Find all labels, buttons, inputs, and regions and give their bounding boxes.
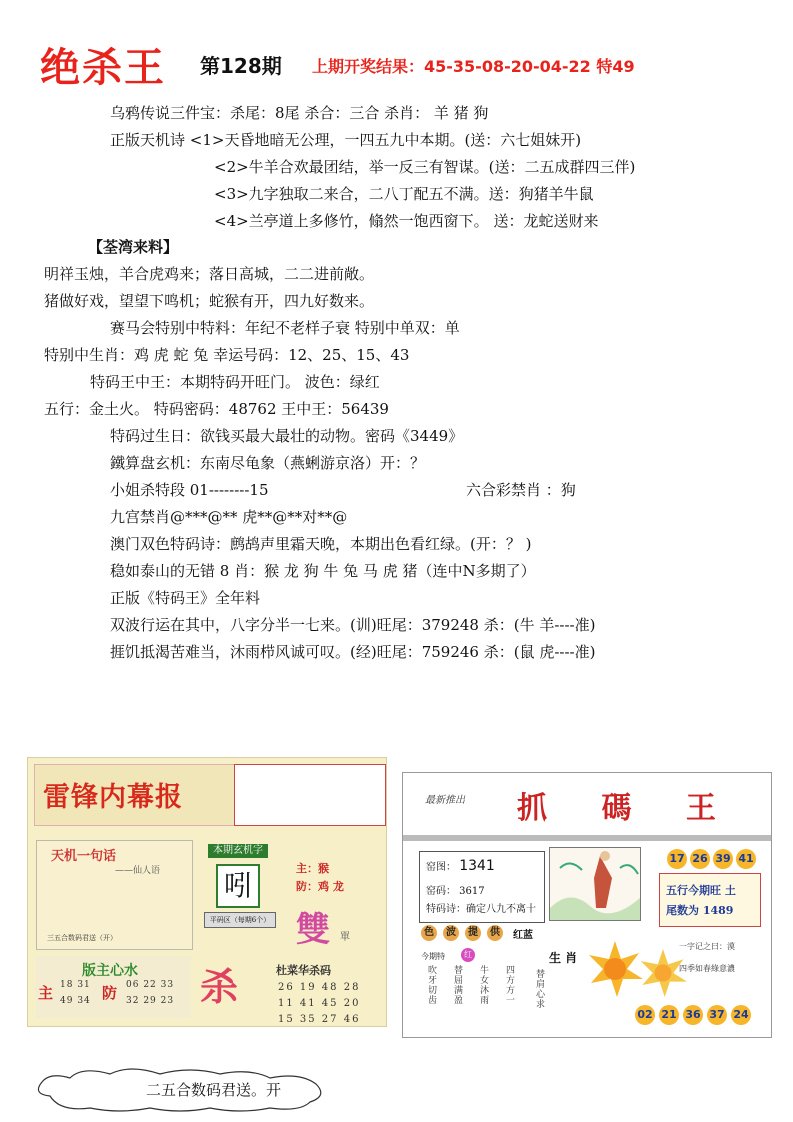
shuang-char: 雙	[296, 910, 330, 950]
vertical-text: 吹牙切齿	[426, 965, 436, 1005]
number-ball: 26	[690, 849, 710, 869]
fang-nums: 06 22 33	[126, 980, 175, 990]
wuxing-line: 尾数为 1489	[666, 904, 734, 917]
info-value: 1341	[459, 858, 495, 874]
wuxing-line: 五行今期旺 土	[666, 884, 736, 897]
section-heading: 【荃湾来料】	[88, 238, 179, 256]
zhu-nums: 18 31	[60, 980, 91, 990]
number-ball: 02	[635, 1005, 655, 1025]
this-issue-label: 今期特	[421, 952, 445, 961]
sha-char: 杀	[200, 964, 239, 1009]
text-line: 猪做好戏，望望下鸣机；蛇猴有开，四九好数来。	[44, 292, 375, 310]
text-line: 正版天机诗 <1>天昏地暗无公理，一四五九中本期。(送：六七姐妹开)	[110, 131, 582, 149]
number-ball: 39	[713, 849, 733, 869]
color-bar	[421, 925, 561, 941]
banner-box	[234, 764, 386, 826]
info-label: 窑图：	[426, 862, 456, 873]
wuxing-box	[659, 873, 761, 927]
number-ball: 24	[731, 1005, 751, 1025]
banner	[34, 764, 236, 826]
sha-nums: 26 19 48 28	[278, 982, 361, 993]
panel-header	[403, 773, 771, 833]
vertical-text: 四方方一	[504, 965, 514, 1005]
text-line: 鐵算盘玄机：东南尽龟象（燕蜊游京洛）开：？	[110, 454, 426, 472]
text-line: 捱饥抵渴苦难当，沐雨栉风诚可叹。(经)旺尾：759246 杀：(鼠 虎----准)	[110, 643, 596, 661]
banner-title: 雷锋内幕报	[43, 782, 183, 813]
text-line: 六合彩禁肖 ：狗	[466, 481, 576, 499]
tianji-title: 天机一句话	[51, 849, 117, 864]
benqi-box	[202, 840, 276, 950]
red-badge: 红	[461, 948, 475, 962]
page-title: 绝杀王	[40, 45, 166, 91]
dan-char: 單	[340, 932, 350, 943]
text-line: 明祥玉烛，羊合虎鸡来；落日高城，二二进前敞。	[44, 265, 375, 283]
issue-number: 第128期	[200, 54, 282, 78]
number-ball: 36	[683, 1005, 703, 1025]
text-line: <4>兰亭道上多修竹，翛然一饱西窗下。 送：龙蛇送财来	[214, 212, 599, 230]
text-line: 特别中生肖：鸡 虎 蛇 兔 幸运号码：12、25、15、43	[44, 346, 410, 364]
fang-nums: 32 29 23	[126, 996, 175, 1006]
sha-nums: 11 41 45 20	[278, 998, 361, 1009]
text-line: 五行：金土火。 特码密码：48762 王中王：56439	[44, 400, 389, 418]
fang-label: 防	[102, 984, 118, 1002]
text-line: 乌鸦传说三件宝：杀尾：8尾 杀合：三合 杀肖： 羊 猪 狗	[110, 104, 489, 122]
sun-icon	[587, 941, 643, 997]
banzhu-title: 版主心水	[82, 963, 138, 979]
text-line: 小姐杀特段 01--------15	[110, 481, 269, 499]
benqi-char: 吲	[216, 864, 260, 908]
color-bar-char: 色	[421, 925, 437, 941]
one-word-hint: 一字记之曰：漠	[679, 942, 735, 951]
vertical-text: 替屈满盈	[452, 965, 462, 1005]
text-line: 正版《特码王》全年料	[110, 589, 261, 607]
shengxiao-label: 生 肖	[549, 951, 578, 965]
vertical-text: 替肩心求	[534, 969, 544, 1009]
fang-text: 防：鸡 龙	[296, 880, 344, 893]
sha-nums: 15 35 27 46	[278, 1014, 361, 1025]
sha-title: 杜菜华杀码	[276, 964, 331, 977]
season-hint: 四季如春綠意濃	[679, 964, 735, 973]
number-ball: 41	[736, 849, 756, 869]
zhuamawang-panel	[402, 772, 772, 1038]
color-bar-value: 红蓝	[513, 930, 533, 941]
tianji-subtitle: ——仙人语	[115, 866, 161, 876]
number-ball: 37	[707, 1005, 727, 1025]
leifeng-panel	[27, 757, 387, 1027]
banzhu-box	[36, 956, 191, 1018]
newest-label: 最新推出	[425, 795, 465, 806]
panel-title: 抓 碼 王	[517, 791, 738, 826]
info-box	[419, 851, 545, 923]
text-line: 稳如泰山的无错 8 肖：猴 龙 狗 牛 兔 马 虎 猪（连中N多期了）	[110, 562, 536, 580]
text-line: 特码王中王：本期特码开旺门。 波色：绿红	[90, 373, 380, 391]
vertical-text: 牛女沐雨	[478, 965, 488, 1005]
zhu-label: 主	[38, 984, 54, 1002]
text-line: 赛马会特别中特料：年纪不老样子衰 特别中单双：单	[110, 319, 460, 337]
mima-row: 窑码： 3617	[426, 886, 485, 897]
text-line: 九宫禁肖@***@** 虎**@**对**@	[110, 508, 348, 526]
tianji-box	[36, 840, 193, 950]
tianji-note: 三五合数码君送（开）	[47, 934, 117, 942]
text-line: 双波行运在其中，八字分半一七来。(训)旺尾：379248 杀：(牛 羊----准)	[110, 616, 596, 634]
benqi-title: 本期玄机字	[208, 844, 268, 858]
color-bar-char: 供	[487, 925, 503, 941]
text-line: 澳门双色特码诗：鹧鸪声里霜天晚，本期出色看红绿。(开：？ )	[110, 535, 532, 553]
text-line: <3>九字独取二来合，二八丁配五不满。送：狗猪羊牛鼠	[214, 185, 594, 203]
zhu-text: 主：猴	[296, 862, 329, 875]
zhu-nums: 49 34	[60, 996, 91, 1006]
scene-icon	[550, 848, 640, 920]
number-ball: 17	[667, 849, 687, 869]
poem-row: 特码诗：确定八九不离十	[426, 904, 536, 915]
color-bar-char: 提	[465, 925, 481, 941]
scene-illustration	[549, 847, 641, 921]
divider	[403, 835, 771, 841]
text-line: 特码过生日：欲钱买最大最壮的动物。密码《3449》	[110, 427, 464, 445]
color-bar-char: 波	[443, 925, 459, 941]
pingma-label: 平码区（每期6个）	[204, 912, 276, 928]
cloud-text: 二五合数码君送。开	[146, 1081, 282, 1099]
number-ball: 21	[659, 1005, 679, 1025]
text-line: <2>牛羊合欢最团结，举一反三有智谋。(送：二五成群四三伴)	[214, 158, 636, 176]
last-result: 上期开奖结果：45-35-08-20-04-22 特49	[312, 57, 635, 76]
